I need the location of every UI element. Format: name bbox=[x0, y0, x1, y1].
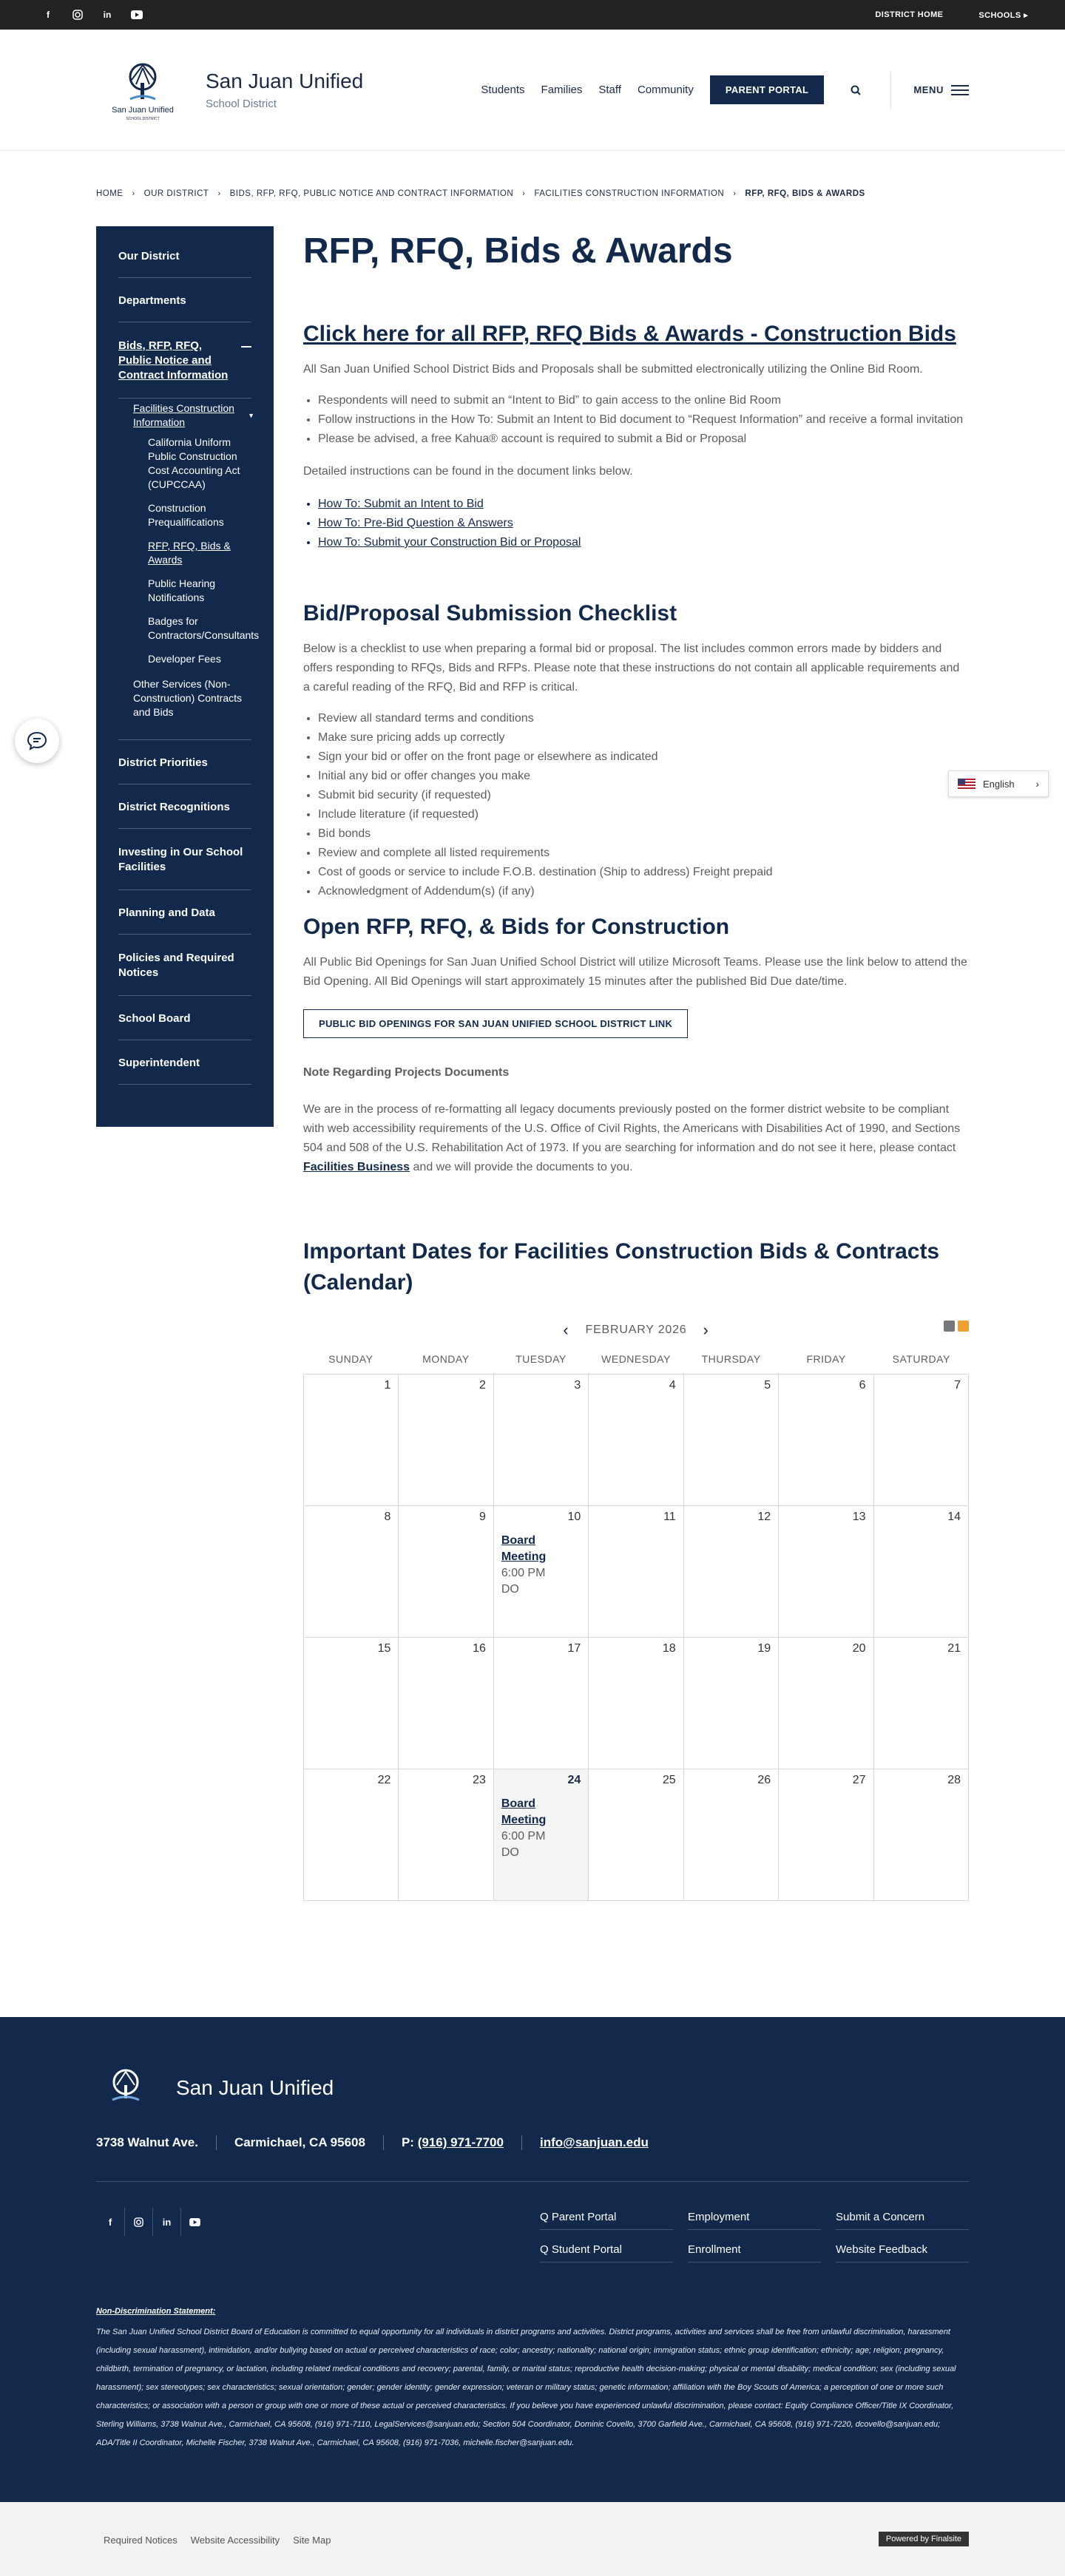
day-number: 19 bbox=[757, 1642, 771, 1655]
prev-month-button[interactable]: ‹ bbox=[563, 1321, 569, 1339]
footer-brand-name: San Juan Unified bbox=[176, 2076, 334, 2099]
caret-down-icon[interactable]: ▼ bbox=[248, 412, 254, 419]
sidebar-item-badges[interactable]: Badges for Contractors/Consultants bbox=[148, 615, 260, 641]
day-number: 1 bbox=[384, 1379, 391, 1392]
search-icon[interactable] bbox=[851, 85, 861, 95]
footer-phone bbox=[383, 2135, 521, 2150]
sidebar-item-cupccaa[interactable]: California Uniform Public Construction Cost Accounting Act (CUPCCAA) bbox=[148, 436, 240, 490]
calendar-day[interactable] bbox=[684, 1506, 779, 1638]
day-number: 9 bbox=[479, 1511, 486, 1523]
list-item: • Review all standard terms and conditions bbox=[318, 709, 969, 728]
facebook-icon[interactable]: f bbox=[108, 2216, 112, 2228]
sidebar-item-superintendent[interactable]: Superintendent bbox=[96, 1040, 274, 1085]
footer-phone-link[interactable]: (916) 971-7700 bbox=[417, 2135, 504, 2149]
event-location: DO bbox=[501, 1583, 519, 1596]
calendar-day[interactable] bbox=[494, 1375, 589, 1506]
calendar-day[interactable] bbox=[494, 1769, 589, 1901]
list-item: • Review and complete all listed requirements bbox=[318, 844, 969, 863]
language-selector[interactable] bbox=[948, 770, 1049, 797]
parent-portal-button[interactable]: PARENT PORTAL bbox=[710, 75, 824, 104]
youtube-icon[interactable] bbox=[180, 2208, 209, 2236]
footer-email bbox=[521, 2135, 666, 2150]
note-paragraph bbox=[303, 1100, 969, 1177]
collapse-icon[interactable] bbox=[241, 346, 251, 348]
youtube-icon[interactable] bbox=[130, 8, 143, 21]
calendar-day[interactable] bbox=[684, 1375, 779, 1506]
footer-social-links bbox=[96, 2208, 209, 2236]
menu-label: MENU bbox=[913, 84, 944, 95]
calendar-day[interactable] bbox=[684, 1638, 779, 1769]
list-item: • Sign your bid or offer on the front page or elsewhere as indicated bbox=[318, 748, 969, 767]
sidebar-item-departments[interactable]: Departments bbox=[96, 278, 274, 322]
calendar-event bbox=[501, 1796, 581, 1861]
chat-button[interactable] bbox=[15, 719, 59, 763]
calendar-day[interactable] bbox=[589, 1638, 683, 1769]
weekday-header: SATURDAY bbox=[892, 1353, 950, 1365]
sidebar-item-facilities[interactable] bbox=[133, 401, 254, 430]
main-content bbox=[303, 226, 969, 1901]
list-item bbox=[318, 514, 969, 533]
day-number: 15 bbox=[377, 1642, 391, 1655]
list-item: • Follow instructions in the How To: Submit an Intent to Bid document to “Request Information” and receive a formal invitation bbox=[318, 410, 969, 430]
calendar-day[interactable] bbox=[304, 1506, 399, 1638]
open-bids-heading: Open RFP, RFQ, & Bids for Construction bbox=[303, 915, 730, 939]
day-number: 20 bbox=[852, 1642, 866, 1655]
day-number: 16 bbox=[473, 1642, 486, 1655]
rss-icon[interactable] bbox=[944, 1321, 955, 1332]
calendar-day[interactable] bbox=[399, 1375, 493, 1506]
schools-label: SCHOOLS bbox=[978, 10, 1021, 20]
list-item: • Make sure pricing adds up correctly bbox=[318, 728, 969, 748]
sidebar-item-priorities[interactable]: District Priorities bbox=[96, 740, 274, 784]
svg-text:SCHOOL DISTRICT: SCHOOL DISTRICT bbox=[126, 116, 160, 121]
linkedin-icon[interactable]: in bbox=[103, 10, 112, 20]
sidebar-item-bids[interactable]: Bids, RFP, RFQ, Public Notice and Contract Information bbox=[96, 322, 274, 399]
us-flag-icon bbox=[958, 779, 976, 789]
weekday-header: SUNDAY bbox=[328, 1353, 373, 1365]
calendar-day[interactable] bbox=[779, 1769, 873, 1901]
main-nav bbox=[481, 72, 969, 109]
list-item bbox=[318, 495, 969, 514]
list-item: • Cost of goods or service to include F.O.B. destination (Ship to address) Freight prepaid bbox=[318, 863, 969, 882]
breadcrumb-our-district[interactable]: OUR DISTRICT bbox=[143, 189, 209, 198]
day-number: 3 bbox=[574, 1379, 581, 1392]
non-discrimination-text: The San Juan Unified School District Board of Education is committed to equal opportunity for all individuals in district programs and activities. District programs, activities and services shall be free from unlawful discrimination, harassment (including sexual harassment), intimidation, and/or bullying based on actual or perceived characteristics of race; color; ancestry; nationality; national origin; immigration status; ethnic group identification; ethnicity; age; religion; pregnancy, childbirth, termination of pregnancy, or lactation, including related medical conditions and recovery; parental, family, or marital status; reproductive health decision-making; physical or mental disability; medical condition; sex (including sexual harassment); sex stereotypes; sex characteristics; sexual orientation; gender; gender identity; gender expression; veteran or military status; genetic information; affiliation with the Boy Scouts of America; a perception of one or more such characteristics; or association with a person or group with one or more of these actual or perceived characteristics. If you believe you have experienced unlawful discrimination, please contact: Equity Compliance Officer/Title IX Coordinator, Sterling Williams, 3738 Walnut Ave., Carmichael, CA 95608, (916) 971-7110, LegalServices@sanjuan.edu; Section 504 Coordinator, Dominic Covello, 3700 Garfield Ave., Carmichael, CA 95608, (916) 971-7220, dcovello@sanjuan.edu; ADA/Title II Coordinator, Michelle Fischer, 3738 Walnut Ave., Carmichael, CA 95608, (916) 971-7036, michelle.fischer@sanjuan.edu. bbox=[96, 2328, 956, 2447]
instagram-icon[interactable] bbox=[71, 8, 84, 21]
sidebar-item-other-services[interactable]: Other Services (Non-Construction) Contracts and Bids bbox=[133, 678, 243, 718]
event-time: 6:00 PM bbox=[501, 1567, 546, 1579]
section-sidebar bbox=[96, 226, 274, 1127]
facilities-children bbox=[133, 435, 260, 666]
day-number: 4 bbox=[669, 1379, 676, 1392]
list-item: • Bid bonds bbox=[318, 824, 969, 844]
day-number: 26 bbox=[757, 1774, 771, 1786]
public-bid-openings-button[interactable]: PUBLIC BID OPENINGS FOR SAN JUAN UNIFIED SCHOOL DISTRICT LINK bbox=[303, 1009, 688, 1038]
breadcrumb bbox=[96, 189, 865, 198]
caret-right-icon: ▸ bbox=[1024, 10, 1028, 20]
event-time: 6:00 PM bbox=[501, 1830, 546, 1843]
day-number: 27 bbox=[852, 1774, 866, 1786]
day-number: 17 bbox=[567, 1642, 581, 1655]
day-number: 5 bbox=[764, 1379, 771, 1392]
day-number: 13 bbox=[852, 1511, 866, 1523]
chevron-right-icon: › bbox=[132, 189, 135, 198]
intro-paragraph: All San Juan Unified School District Bids and Proposals shall be submitted electronically utilizing the Online Bid Room. bbox=[303, 363, 923, 376]
calendar-day[interactable] bbox=[494, 1638, 589, 1769]
schools-dropdown[interactable] bbox=[978, 10, 1028, 20]
facilities-label: Facilities Construction Information bbox=[133, 402, 234, 428]
day-number: 21 bbox=[947, 1642, 961, 1655]
chevron-right-icon: › bbox=[217, 189, 221, 198]
site-map-link[interactable]: Site Map bbox=[293, 2535, 331, 2546]
construction-bids-link[interactable]: Click here for all RFP, RFQ Bids & Awards - Construction Bids bbox=[303, 322, 956, 346]
sidebar-item-public-hearing[interactable]: Public Hearing Notifications bbox=[148, 577, 216, 603]
header-divider bbox=[890, 72, 891, 109]
event-link[interactable]: Board Meeting bbox=[501, 1797, 547, 1826]
list-item: • Submit bid security (if requested) bbox=[318, 786, 969, 805]
sidebar-item-rfp-current[interactable]: RFP, RFQ, Bids & Awards bbox=[148, 540, 231, 566]
calendar-day[interactable] bbox=[589, 1769, 683, 1901]
calendar-day[interactable] bbox=[779, 1375, 873, 1506]
footer-contact bbox=[96, 2135, 666, 2150]
document-links bbox=[303, 495, 969, 552]
footer-link-submit-concern[interactable]: Submit a Concern bbox=[836, 2211, 969, 2230]
sidebar-group-bids bbox=[96, 322, 274, 740]
breadcrumb-facilities[interactable]: FACILITIES CONSTRUCTION INFORMATION bbox=[534, 189, 725, 198]
day-number: 22 bbox=[377, 1774, 391, 1786]
calendar-day[interactable] bbox=[399, 1506, 493, 1638]
language-label: English bbox=[983, 778, 1015, 790]
hamburger-icon bbox=[951, 85, 969, 95]
nav-community[interactable]: Community bbox=[637, 84, 694, 96]
district-logo[interactable] bbox=[102, 58, 183, 123]
day-number: 12 bbox=[757, 1511, 771, 1523]
calendar-day[interactable] bbox=[684, 1769, 779, 1901]
site-footer bbox=[0, 2017, 1065, 2502]
list-item: • Respondents will need to submit an “Intent to Bid” to gain access to the online Bid Room bbox=[318, 391, 969, 410]
calendar-month: FEBRUARY 2026 bbox=[585, 1323, 687, 1336]
calendar-event bbox=[501, 1533, 581, 1598]
day-number: 2 bbox=[479, 1379, 486, 1392]
calendar-section bbox=[303, 1236, 969, 1901]
required-notices-link[interactable]: Required Notices bbox=[104, 2535, 178, 2546]
nav-staff[interactable]: Staff bbox=[598, 84, 621, 96]
calendar-day[interactable] bbox=[589, 1506, 683, 1638]
detail-paragraph: Detailed instructions can be found in the document links below. bbox=[303, 465, 633, 478]
list-item: • Include literature (if requested) bbox=[318, 805, 969, 824]
sidebar-item-school-board[interactable]: School Board bbox=[96, 996, 274, 1040]
brand-subtitle: School District bbox=[206, 98, 277, 110]
accessibility-link[interactable]: Website Accessibility bbox=[190, 2535, 280, 2546]
list-item bbox=[318, 533, 969, 552]
note-text: We are in the process of re-formatting all legacy documents previously posted on the former district website to be compliant with web accessibility requirements of the U.S. Office of Civil Rights, the Americans with Disabilities Act of 1990, and Sections 504 and 508 of the U.S. Rehabilitation Act of 1973. If you are searching for information and do not see it here, please contact bbox=[303, 1103, 961, 1154]
calendar-day[interactable] bbox=[874, 1638, 969, 1769]
day-number: 25 bbox=[662, 1774, 676, 1786]
calendar-day[interactable] bbox=[874, 1506, 969, 1638]
utility-social-links bbox=[41, 8, 143, 21]
phone-label: P: bbox=[401, 2135, 414, 2149]
facebook-icon[interactable]: f bbox=[47, 10, 50, 20]
checklist-intro: Below is a checklist to use when preparing a formal bid or proposal. The list includes common errors made by bidders and offers responding to RFQs, Bids and RFPs. Please note that these instructions do not contain all applicable requirements and a careful reading of the RFQ, Bid and RFP is critical. bbox=[303, 643, 960, 694]
weekday-header: TUESDAY bbox=[515, 1353, 567, 1365]
facilities-business-link[interactable]: Facilities Business bbox=[303, 1161, 410, 1173]
breadcrumb-home[interactable]: HOME bbox=[96, 189, 124, 198]
calendar-title: Important Dates for Facilities Construction Bids & Contracts (Calendar) bbox=[303, 1239, 940, 1295]
next-month-button[interactable]: › bbox=[703, 1321, 709, 1339]
powered-by-badge[interactable]: Powered by Finalsite bbox=[879, 2532, 969, 2546]
event-link[interactable]: Board Meeting bbox=[501, 1534, 547, 1563]
day-number: 18 bbox=[662, 1642, 676, 1655]
day-number: 23 bbox=[473, 1774, 486, 1786]
calendar-day[interactable] bbox=[779, 1638, 873, 1769]
day-number: 24 bbox=[567, 1774, 581, 1786]
sidebar-item-recognitions[interactable]: District Recognitions bbox=[96, 784, 274, 829]
footer-links bbox=[540, 2211, 969, 2276]
district-home-link[interactable]: DISTRICT HOME bbox=[875, 10, 944, 19]
calendar-day[interactable] bbox=[399, 1769, 493, 1901]
menu-button[interactable] bbox=[913, 84, 969, 95]
footer-link-employment[interactable]: Employment bbox=[688, 2211, 821, 2230]
note-heading: Note Regarding Projects Documents bbox=[303, 1066, 510, 1079]
weekday-header: FRIDAY bbox=[806, 1353, 846, 1365]
non-discrimination-heading: Non-Discrimination Statement: bbox=[96, 2307, 216, 2316]
bottom-bar bbox=[0, 2502, 1065, 2576]
calendar-nav bbox=[303, 1321, 969, 1340]
sidebar-item-policies[interactable]: Policies and Required Notices bbox=[96, 935, 274, 996]
sidebar-item-developer-fees[interactable]: Developer Fees bbox=[148, 653, 221, 665]
calendar-day[interactable] bbox=[304, 1769, 399, 1901]
sidebar-subsection bbox=[96, 399, 274, 740]
list-item: • Acknowledgment of Addendum(s) (if any) bbox=[318, 882, 969, 901]
list-item: • Initial any bid or offer changes you make bbox=[318, 767, 969, 786]
calendar-day[interactable] bbox=[874, 1375, 969, 1506]
nav-families[interactable]: Families bbox=[541, 84, 583, 96]
utility-bar bbox=[0, 0, 1065, 30]
day-number: 14 bbox=[947, 1511, 961, 1523]
day-number: 11 bbox=[663, 1511, 676, 1523]
sidebar-item-prequalifications[interactable]: Construction Prequalifications bbox=[148, 502, 224, 528]
doc-link-intent[interactable]: How To: Submit an Intent to Bid bbox=[318, 498, 484, 510]
svg-text:San Juan Unified: San Juan Unified bbox=[112, 105, 174, 115]
checklist-heading: Bid/Proposal Submission Checklist bbox=[303, 601, 677, 626]
footer-link-website-feedback[interactable]: Website Feedback bbox=[836, 2243, 969, 2263]
calendar-day[interactable] bbox=[494, 1506, 589, 1638]
intro-bullets bbox=[303, 391, 969, 449]
weekday-header: WEDNESDAY bbox=[601, 1353, 671, 1365]
footer-link-parent-portal[interactable]: Q Parent Portal bbox=[540, 2211, 673, 2230]
calendar-grid bbox=[303, 1374, 969, 1901]
footer-logo[interactable] bbox=[96, 2064, 155, 2112]
breadcrumb-current: RFP, RFQ, BIDS & AWARDS bbox=[745, 189, 865, 198]
chevron-right-icon: › bbox=[522, 189, 526, 198]
chat-bubble-icon bbox=[26, 730, 48, 752]
ical-icon[interactable] bbox=[958, 1321, 969, 1332]
page-title: RFP, RFQ, Bids & Awards bbox=[303, 231, 733, 271]
breadcrumb-bids[interactable]: BIDS, RFP, RFQ, PUBLIC NOTICE AND CONTRACT INFORMATION bbox=[229, 189, 514, 198]
footer-divider bbox=[96, 2181, 969, 2182]
checklist bbox=[303, 709, 969, 901]
calendar-day[interactable] bbox=[304, 1375, 399, 1506]
day-number: 8 bbox=[384, 1511, 391, 1523]
footer-link-student-portal[interactable]: Q Student Portal bbox=[540, 2243, 673, 2263]
footer-email-link[interactable]: info@sanjuan.edu bbox=[539, 2135, 649, 2149]
brand-name[interactable]: San Juan Unified bbox=[206, 70, 364, 92]
doc-link-prebid[interactable]: How To: Pre-Bid Question & Answers bbox=[318, 517, 513, 529]
day-number: 6 bbox=[859, 1379, 866, 1392]
linkedin-icon[interactable]: in bbox=[152, 2208, 180, 2236]
sidebar-item-planning[interactable]: Planning and Data bbox=[96, 890, 274, 935]
day-number: 7 bbox=[954, 1379, 961, 1392]
footer-city: Carmichael, CA 95608 bbox=[216, 2135, 383, 2150]
note-tail: and we will provide the documents to you. bbox=[413, 1161, 633, 1173]
calendar-day[interactable] bbox=[304, 1638, 399, 1769]
chevron-right-icon: › bbox=[1035, 778, 1039, 790]
calendar-weekdays bbox=[303, 1353, 969, 1365]
calendar-day[interactable] bbox=[399, 1638, 493, 1769]
sidebar-item-our-district[interactable]: Our District bbox=[96, 234, 274, 278]
footer-link-enrollment[interactable]: Enrollment bbox=[688, 2243, 821, 2263]
weekday-header: THURSDAY bbox=[701, 1353, 761, 1365]
calendar-day[interactable] bbox=[589, 1375, 683, 1506]
weekday-header: MONDAY bbox=[422, 1353, 470, 1365]
instagram-icon[interactable] bbox=[124, 2208, 152, 2236]
footer-address: 3738 Walnut Ave. bbox=[96, 2135, 198, 2149]
chevron-right-icon: › bbox=[733, 189, 737, 198]
calendar-day[interactable] bbox=[779, 1506, 873, 1638]
day-number: 10 bbox=[567, 1511, 581, 1523]
event-location: DO bbox=[501, 1846, 519, 1859]
day-number: 28 bbox=[947, 1774, 961, 1786]
list-item: • Please be advised, a free Kahua® account is required to submit a Bid or Proposal bbox=[318, 430, 969, 449]
calendar-day[interactable] bbox=[874, 1769, 969, 1901]
nav-students[interactable]: Students bbox=[481, 84, 525, 96]
open-bids-paragraph: All Public Bid Openings for San Juan Unified School District will utilize Microsoft Teams. Please use the link below to attend the Bid Opening. All Bid Openings will start approximately 15 minutes after the published Bid Due date/time. bbox=[303, 956, 967, 988]
sidebar-item-investing[interactable]: Investing in Our School Facilities bbox=[96, 829, 274, 890]
doc-link-submit[interactable]: How To: Submit your Construction Bid or Proposal bbox=[318, 536, 581, 549]
site-header bbox=[0, 30, 1065, 151]
